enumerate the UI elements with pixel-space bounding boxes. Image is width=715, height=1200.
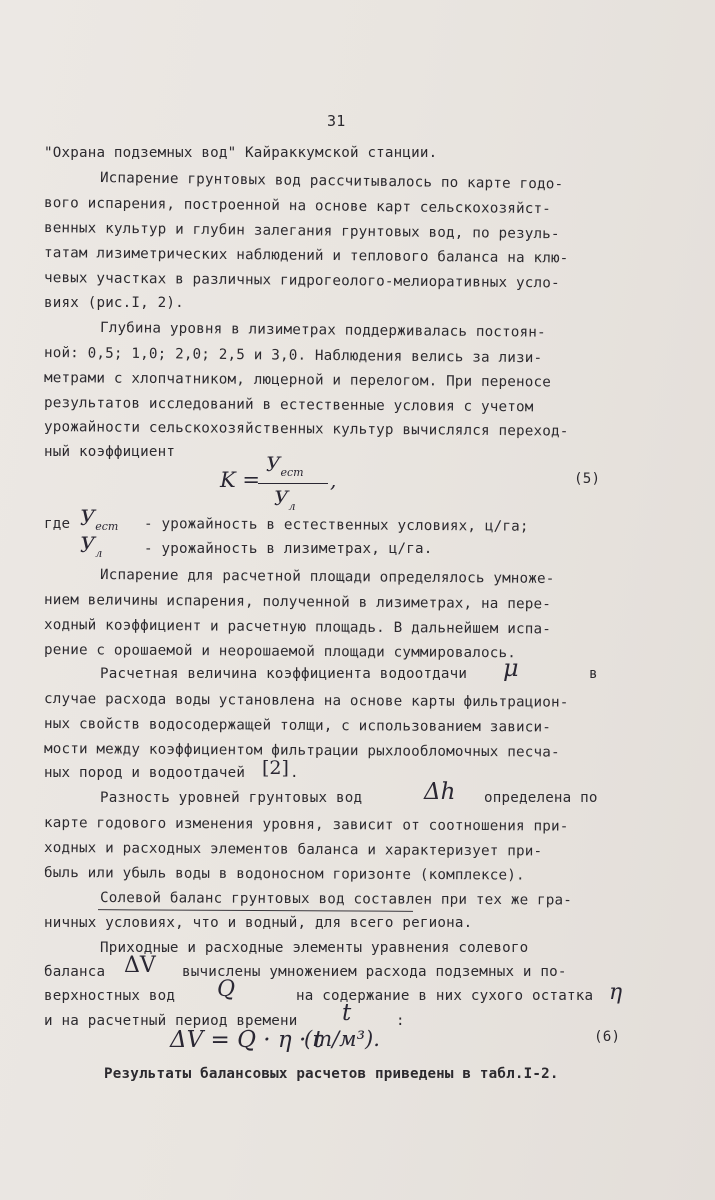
- text-line: баланса: [44, 964, 106, 980]
- text-line: ный коэффициент: [44, 444, 176, 460]
- text-line: ничных условиях, что и водный, для всего региона.: [44, 915, 473, 931]
- text-line: Расчетная величина коэффициента водоотдачи: [100, 666, 468, 682]
- symbol-y-l: [80, 533, 102, 560]
- text-line: :: [396, 1013, 405, 1029]
- text-line: Испарение для расчетной площади определялось умноже-: [99, 567, 555, 587]
- text-line: "Охрана подземных вод" Кайраккумской станции.: [44, 145, 438, 161]
- formula-number-5: (5): [574, 471, 601, 487]
- text-line: ной: 0,5; 1,0; 2,0; 2,5 и 3,0. Наблюдения велись за лизи-: [43, 345, 543, 367]
- y-symbol: У: [80, 533, 96, 557]
- subscript-l: л: [288, 500, 296, 513]
- text-line: урожайности сельскохозяйственных культур вычислялся переход-: [43, 419, 569, 440]
- text-line: определена по: [484, 790, 598, 806]
- text-line: .: [290, 765, 299, 781]
- reference-2: [2]: [262, 757, 289, 779]
- subscript-est: ест: [95, 520, 119, 533]
- text-line: татам лизиметрических наблюдений и теплового баланса на клю-: [43, 245, 569, 267]
- formula-5-denominator: [274, 486, 295, 513]
- text-line: венных культур и глубин залегания грунтовых вод, по резуль-: [43, 220, 560, 243]
- formula-5-lhs: K =: [220, 468, 260, 492]
- text-line: виях (рис.I, 2).: [44, 295, 184, 311]
- text-line: быль или убыль воды в водоносном горизонте (комплексе).: [43, 865, 525, 884]
- text-line: рение с орошаемой и неорошаемой площади суммировалось.: [43, 642, 517, 662]
- text-line: ных пород и водоотдачей: [44, 765, 246, 781]
- text-line: карте годового изменения уровня, зависит от соотношения при-: [43, 815, 569, 835]
- y-symbol: У: [80, 506, 96, 530]
- page-number: 31: [327, 112, 346, 130]
- formula-5-comma: ,: [330, 468, 337, 492]
- text-line: Разность уровней грунтовых вод: [100, 790, 363, 806]
- text-line: - урожайность в лизиметрах, ц/га.: [144, 541, 433, 557]
- formula-5-numerator: [266, 452, 304, 479]
- symbol-t: t: [342, 1000, 352, 1026]
- text-line: где: [44, 516, 71, 532]
- y-symbol: У: [274, 486, 289, 510]
- text-line: Глубина уровня в лизиметрах поддерживалась постоян-: [99, 320, 546, 341]
- text-line: результатов исследований в естественные условия с учетом: [43, 395, 534, 416]
- text-line: нием величины испарения, полученной в лизиметрах, на пере-: [43, 592, 552, 613]
- text-line: верхностных вод: [44, 988, 176, 1004]
- formula-6-units: (т/м³).: [304, 1027, 380, 1051]
- text-line: вычислены умножением расхода подземных и по-: [182, 964, 567, 980]
- text-line: на содержание в них сухого остатка: [296, 988, 594, 1004]
- symbol-y-est: [80, 506, 118, 533]
- text-line: Испарение грунтовых вод рассчитывалось по карте годо-: [99, 170, 564, 193]
- text-line: ходный коэффициент и расчетную площадь. В дальнейшем испа-: [43, 617, 552, 638]
- underline: [98, 909, 413, 912]
- text-line: метрами с хлопчатником, люцерной и перелогом. При переносе: [43, 370, 552, 391]
- text-line: ных свойств водосодержащей толщи, с использованием зависи-: [43, 716, 552, 736]
- symbol-delta-h: Δh: [424, 779, 456, 805]
- text-line: Солевой баланс грунтовых вод составлен при тех же гра-: [99, 890, 573, 909]
- text-line: Приходные и расходные элементы уравнения солевого: [100, 940, 529, 956]
- text-line: случае расхода воды установлена на основе карты фильтрацион-: [43, 691, 569, 711]
- symbol-eta: η: [609, 980, 623, 1005]
- symbol-delta-v: ΔV: [124, 953, 156, 978]
- subscript-l: л: [95, 547, 103, 560]
- fraction-bar: [258, 483, 328, 484]
- text-line: - урожайность в естественных условиях, ц/га;: [143, 516, 529, 535]
- text-line: чевых участках в различных гидрогеолого-мелиоративных усло-: [43, 270, 560, 292]
- formula-number-6: (6): [594, 1029, 621, 1045]
- formula-6-expression: ΔV = Q · η · t: [170, 1027, 323, 1053]
- subscript-est: ест: [280, 466, 304, 479]
- text-line: вого испарения, построенной на основе карт сельскохозяйст-: [43, 195, 552, 218]
- text-line: и на расчетный период времени: [44, 1013, 298, 1029]
- text-line: ходных и расходных элементов баланса и характеризует при-: [43, 840, 543, 860]
- symbol-q: Q: [217, 977, 236, 1002]
- text-line: Результаты балансовых расчетов приведены в табл.I-2.: [104, 1066, 559, 1082]
- y-symbol: У: [266, 452, 281, 476]
- symbol-mu: μ: [503, 654, 519, 682]
- text-line: мости между коэффициентом фильтрации рыхлообломочных песча-: [43, 741, 560, 761]
- text-line: в: [589, 666, 598, 682]
